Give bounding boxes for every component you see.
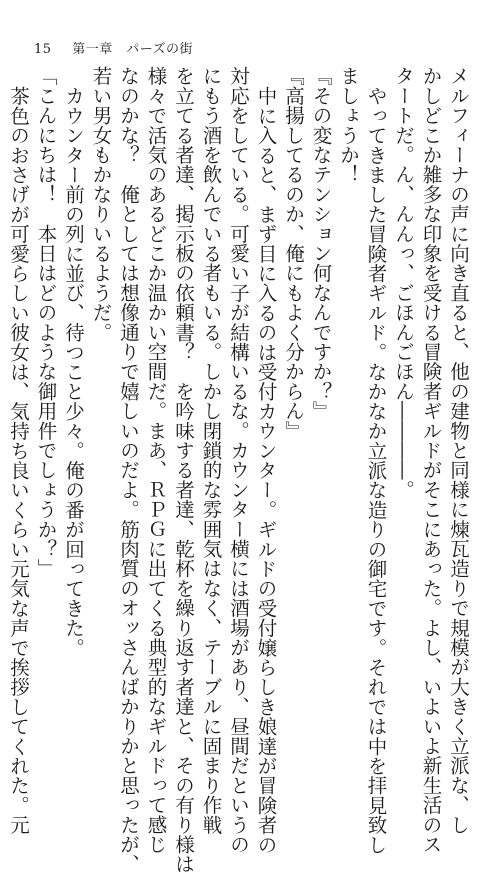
- text-line: 対応をしている。可愛い子が結構いるな。カウンター横には酒場があり、昼間だというの: [227, 66, 250, 854]
- text-line: にもう酒を飲んでいる者もいる。しかし閉鎖的な雰囲気はなく、テーブルに固まり作戦: [199, 66, 223, 835]
- text-line: かしどこか雑多な印象を受ける冒険者ギルドがそこにあった。よし、いよいよ新生活のス: [419, 66, 443, 854]
- text-line: 様々で活気のあるどこか温かい空間だ。まあ、ＲＰＧに出てくる典型的なギルドって感じ: [144, 66, 168, 854]
- text-line: カウンター前の列に並び、待つこと少々。俺の番が回ってきた。: [62, 85, 85, 657]
- running-header: [34, 38, 193, 57]
- text-line: タートだ。ん、んんっ、ごほんごほん――――。: [392, 66, 415, 500]
- text-line: 茶色のおさげが可愛らしい彼女は、気持ち良いくらい元気な声で挨拶してくれた。元: [7, 85, 30, 835]
- body-text: [7, 66, 472, 874]
- text-line: を立てる者達、掲示板の依頼書？ を吟味する者達、乾杯を繰り返す者達と、その有り様は: [172, 66, 195, 874]
- text-line: 若い男女もかなりいるようだ。: [89, 66, 113, 342]
- text-line: 『高揚してるのか、俺にもよく分からん』: [282, 66, 305, 441]
- page-number: 15: [34, 42, 52, 57]
- text-line: ましょうか！: [337, 66, 360, 185]
- text-line: 「こんにちは！ 本日はどのような御用件でしょうか？」: [34, 66, 58, 579]
- text-line: やってきました冒険者ギルド。なかなか立派な造りの御宅です。それでは中を拝見致し: [364, 85, 388, 854]
- chapter-title: 第一章 パーズの街: [72, 42, 194, 57]
- text-line: 中に入ると、まず目に入るのは受付カウンター。ギルドの受付嬢らしき娘達が冒険者の: [254, 85, 278, 854]
- text-line: なのかな？ 俺としては想像通りで嬉しいのだよ。筋肉質のオッさんばかりかと思ったが、: [117, 66, 140, 874]
- text-line: 『その変なテンション何なんですか？』: [309, 66, 333, 421]
- text-line: メルフィーナの声に向き直ると、他の建物と同様に煉瓦造りで規模が大きく立派な、し: [447, 66, 470, 835]
